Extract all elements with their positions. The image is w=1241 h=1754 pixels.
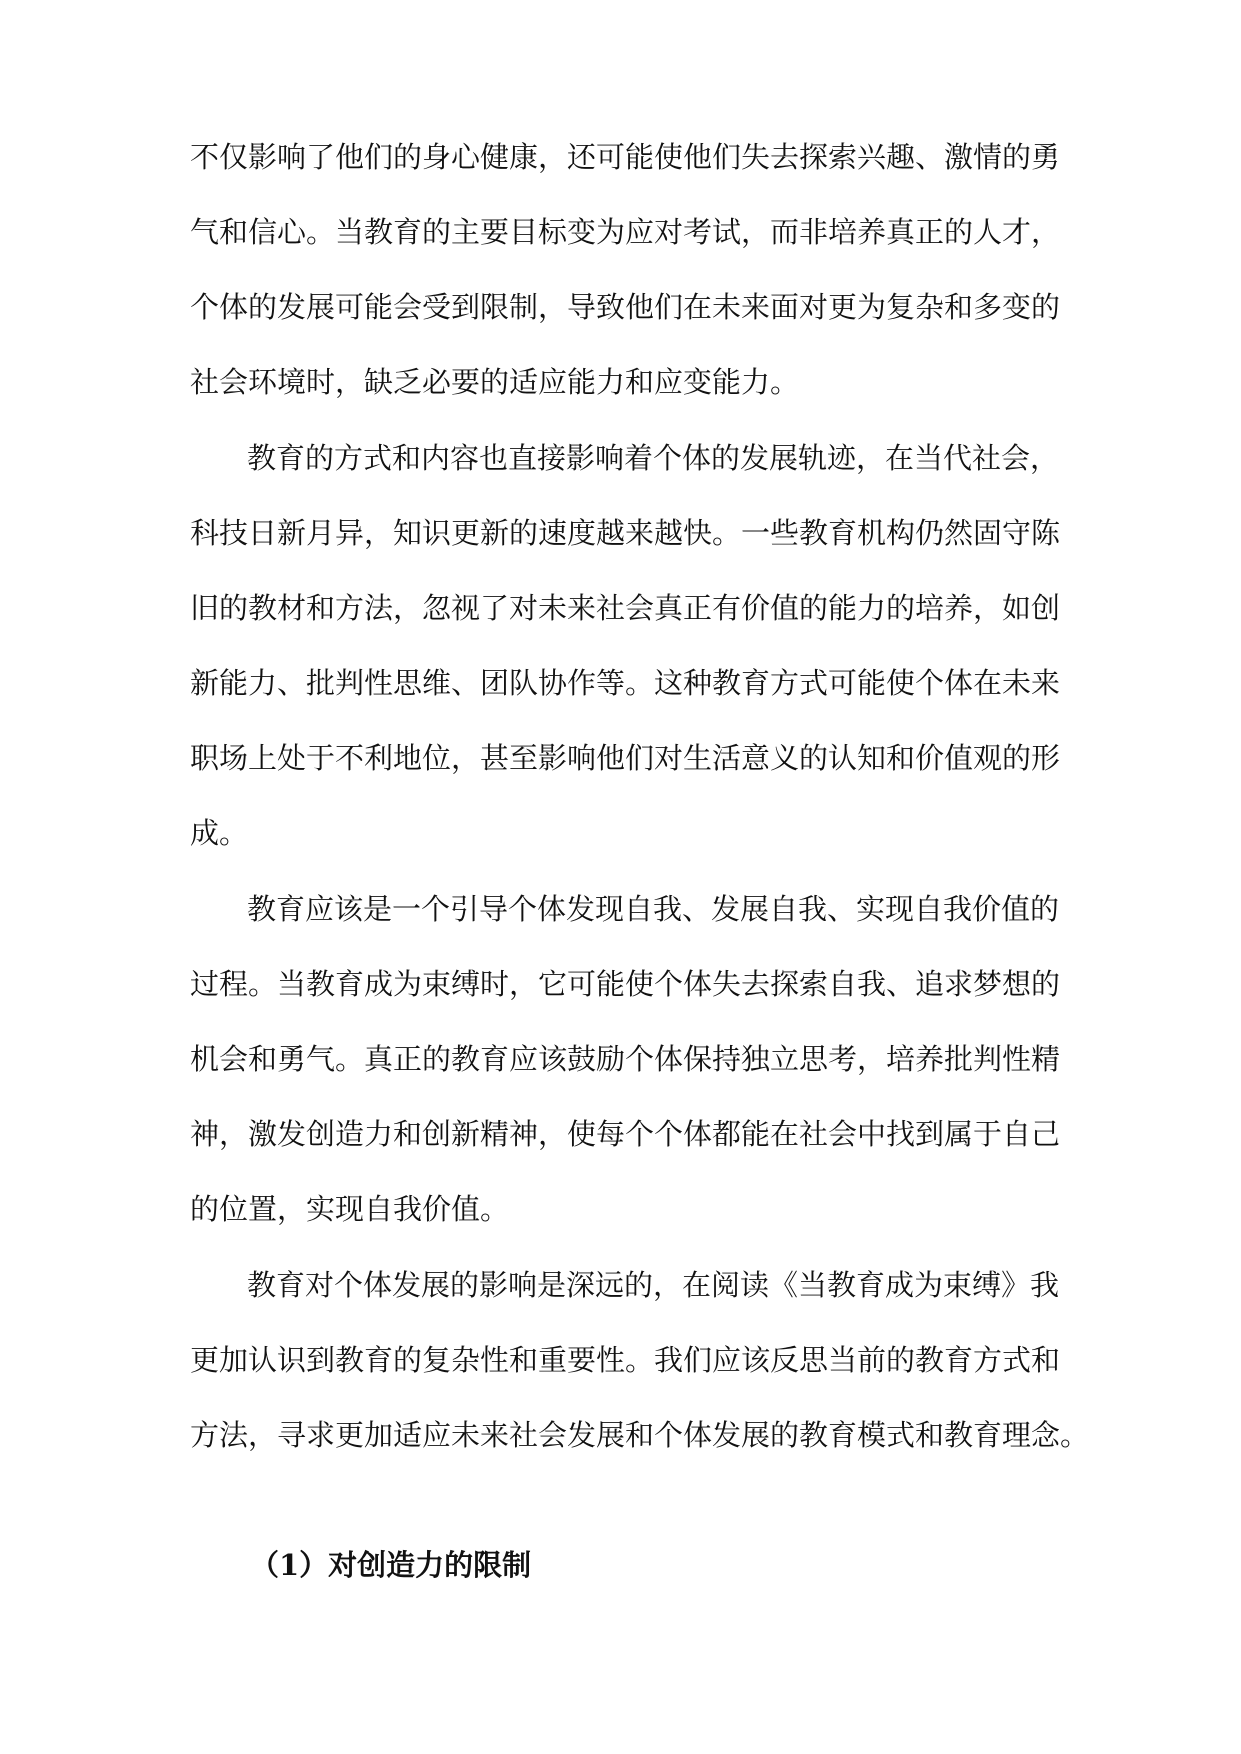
paragraph-line: 机会和勇气。真正的教育应该鼓励个体保持独立思考，培养批判性精	[190, 1042, 1061, 1076]
paragraph-line: 科技日新月异，知识更新的速度越来越快。一些教育机构仍然固守陈	[190, 516, 1061, 550]
paragraph-line: 方法，寻求更加适应未来社会发展和个体发展的教育模式和教育理念。	[190, 1418, 1090, 1452]
paragraph-line: 气和信心。当教育的主要目标变为应对考试，而非培养真正的人才，	[190, 215, 1061, 249]
paragraph-line: 教育对个体发展的影响是深远的，在阅读《当教育成为束缚》我	[247, 1268, 1060, 1302]
paragraph-line: 过程。当教育成为束缚时，它可能使个体失去探索自我、追求梦想的	[190, 967, 1061, 1001]
paragraph-line: 成。	[190, 816, 249, 850]
paragraph-line: 神，激发创造力和创新精神，使每个个体都能在社会中找到属于自己	[190, 1117, 1061, 1151]
section-heading: （1）对创造力的限制	[250, 1548, 532, 1582]
paragraph-line: 新能力、批判性思维、团队协作等。这种教育方式可能使个体在未来	[190, 666, 1061, 700]
paragraph-line: 教育应该是一个引导个体发现自我、发展自我、实现自我价值的	[247, 892, 1060, 926]
paragraph-line: 职场上处于不利地位，甚至影响他们对生活意义的认知和价值观的形	[190, 741, 1061, 775]
paragraph-line: 更加认识到教育的复杂性和重要性。我们应该反思当前的教育方式和	[190, 1343, 1061, 1377]
paragraph-line: 旧的教材和方法，忽视了对未来社会真正有价值的能力的培养，如创	[190, 591, 1061, 625]
paragraph-line: 社会环境时，缺乏必要的适应能力和应变能力。	[190, 365, 800, 399]
paragraph-line: 个体的发展可能会受到限制，导致他们在未来面对更为复杂和多变的	[190, 290, 1061, 324]
paragraph-line: 的位置，实现自我价值。	[190, 1192, 510, 1226]
paragraph-line: 教育的方式和内容也直接影响着个体的发展轨迹，在当代社会，	[247, 441, 1060, 475]
paragraph-line: 不仅影响了他们的身心健康，还可能使他们失去探索兴趣、激情的勇	[190, 140, 1061, 174]
